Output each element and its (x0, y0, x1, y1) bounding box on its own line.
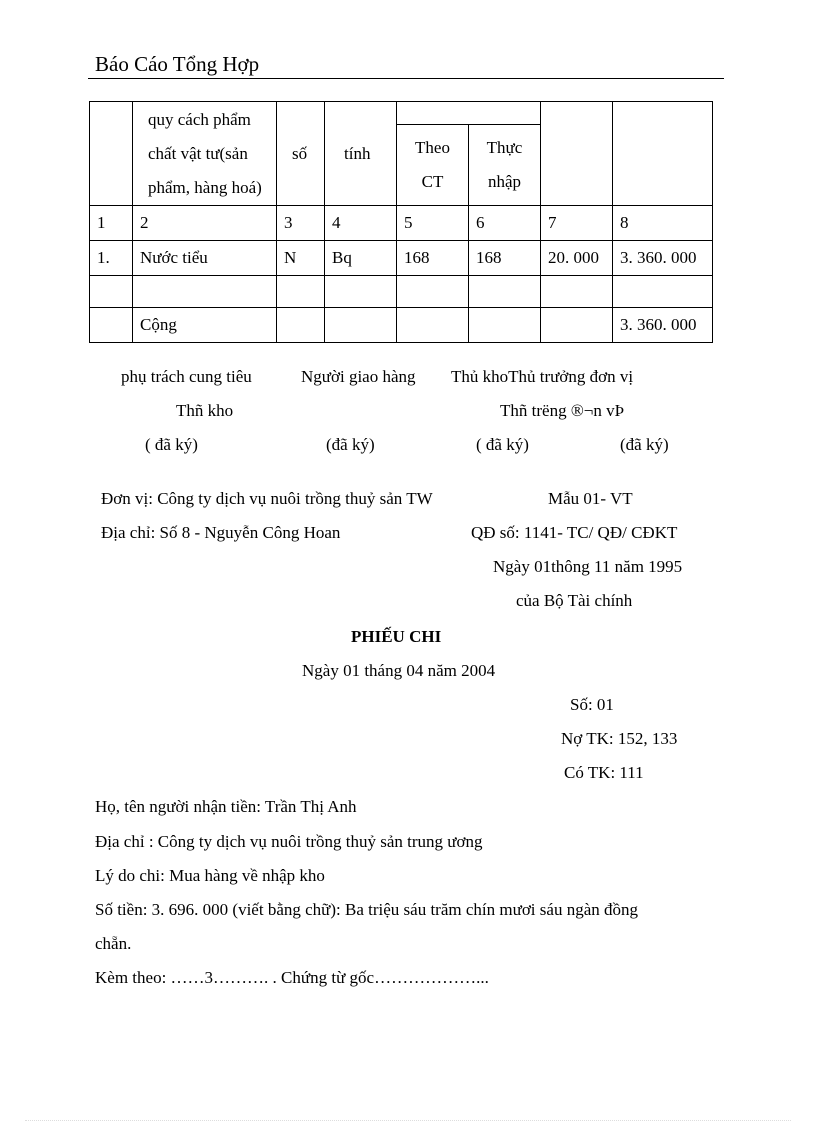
header-thuc-nhap-line: nhập (487, 172, 522, 191)
form-number: Mẫu 01- VT (548, 489, 633, 508)
table-cell: 168 (397, 241, 469, 276)
header-thuc-nhap-line: Thực (486, 138, 523, 157)
header-cell-theo-ct (397, 125, 469, 206)
table-cell (541, 276, 613, 308)
header-cell-thuc-nhap (469, 125, 541, 206)
header-cell-price (541, 102, 613, 206)
table-cell: Bq (325, 241, 397, 276)
signed-mark: ( đã ký) (476, 435, 529, 454)
table-cell (397, 308, 469, 343)
receiver-address: Địa chỉ : Công ty dịch vụ nuôi trồng thuỷ sản trung ương (95, 832, 483, 851)
signature-role-storekeeper-head: Thủ khoThủ trưởng đơn vị (451, 367, 634, 386)
table-cell: Nước tiểu (133, 241, 277, 276)
credit-account: Có TK: 111 (564, 763, 644, 782)
voucher-number: Số: 01 (570, 695, 614, 714)
total-label: Cộng (133, 308, 277, 343)
voucher-title: PHIẾU CHI (351, 627, 442, 646)
header-spec-line: chất vật tư(sản (148, 143, 248, 163)
table-cell (133, 276, 277, 308)
header-cell-spec (133, 102, 277, 206)
report-header-title: Báo Cáo Tổng Hợp (95, 52, 260, 76)
table-cell (90, 276, 133, 308)
table-cell: 3 (277, 206, 325, 241)
table-cell: 1. (90, 241, 133, 276)
org-address: Địa chỉ: Số 8 - Nguyễn Công Hoan (101, 523, 341, 542)
header-unit-label: tính (344, 143, 371, 163)
table-cell (325, 276, 397, 308)
table-cell (277, 308, 325, 343)
signature-sub-head: Thñ trëng ®¬n vÞ (500, 401, 625, 420)
signature-role-supply: phụ trách cung tiêu (121, 367, 252, 386)
table-cell: 5 (397, 206, 469, 241)
table-cell (541, 308, 613, 343)
table-cell (90, 308, 133, 343)
header-cell-stt (90, 102, 133, 206)
goods-table (89, 101, 713, 343)
table-cell (277, 276, 325, 308)
header-spec-line: phẩm, hàng hoá) (148, 177, 262, 197)
amount-line: Số tiền: 3. 696. 000 (viết bằng chữ): Ba triệu sáu trăm chín mươi sáu ngàn đồng (95, 900, 638, 919)
table-cell: 8 (613, 206, 713, 241)
debit-account: Nợ TK: 152, 133 (561, 729, 678, 748)
table-cell: 20. 000 (541, 241, 613, 276)
table-cell: 6 (469, 206, 541, 241)
table-cell (469, 308, 541, 343)
header-theo-ct-line: Theo (415, 138, 450, 157)
header-code-label: số (292, 143, 308, 163)
page-bottom-divider (25, 1120, 791, 1121)
signed-mark: (đã ký) (326, 435, 375, 454)
table-row-column-numbers (90, 206, 713, 241)
receiver-name: Họ, tên người nhận tiền: Trần Thị Anh (95, 797, 357, 816)
table-cell: 2 (133, 206, 277, 241)
header-cell-code (277, 102, 325, 206)
header-spec-line: quy cách phẩm (148, 109, 251, 129)
header-cell-unit (325, 102, 397, 206)
decision-date: Ngày 01thông 11 năm 1995 (493, 557, 683, 576)
table-cell: 3. 360. 000 (613, 241, 713, 276)
total-amount: 3. 360. 000 (613, 308, 713, 343)
decision-number: QĐ số: 1141- TC/ QĐ/ CĐKT (471, 523, 678, 542)
table-cell: 168 (469, 241, 541, 276)
signature-sub-storekeeper: Thñ kho (176, 401, 234, 420)
table-cell (397, 276, 469, 308)
table-row-total (90, 308, 713, 343)
signed-mark: (đã ký) (620, 435, 669, 454)
header-divider (88, 78, 724, 79)
table-cell: 7 (541, 206, 613, 241)
table-header-row-top (90, 102, 713, 125)
table-cell (613, 276, 713, 308)
table-cell (325, 308, 397, 343)
org-unit: Đơn vị: Công ty dịch vụ nuôi trồng thuỷ sản TW (101, 489, 433, 508)
payment-reason: Lý do chi: Mua hàng về nhập kho (95, 866, 325, 885)
ministry: của Bộ Tài chính (516, 591, 633, 610)
table-cell: 4 (325, 206, 397, 241)
amount-line-continued: chẵn. (95, 934, 132, 953)
table-cell (469, 276, 541, 308)
table-cell: N (277, 241, 325, 276)
header-cell-quantity-group (397, 102, 541, 125)
signature-role-deliverer: Người giao hàng (301, 367, 416, 386)
header-cell-amount (613, 102, 713, 206)
signed-mark: ( đã ký) (145, 435, 198, 454)
table-row-empty (90, 276, 713, 308)
header-theo-ct-line: CT (421, 172, 444, 191)
attachments-line: Kèm theo: ……3………. . Chứng từ gốc………………... (95, 968, 489, 987)
table-cell: 1 (90, 206, 133, 241)
voucher-date: Ngày 01 tháng 04 năm 2004 (302, 661, 496, 680)
table-row (90, 241, 713, 276)
